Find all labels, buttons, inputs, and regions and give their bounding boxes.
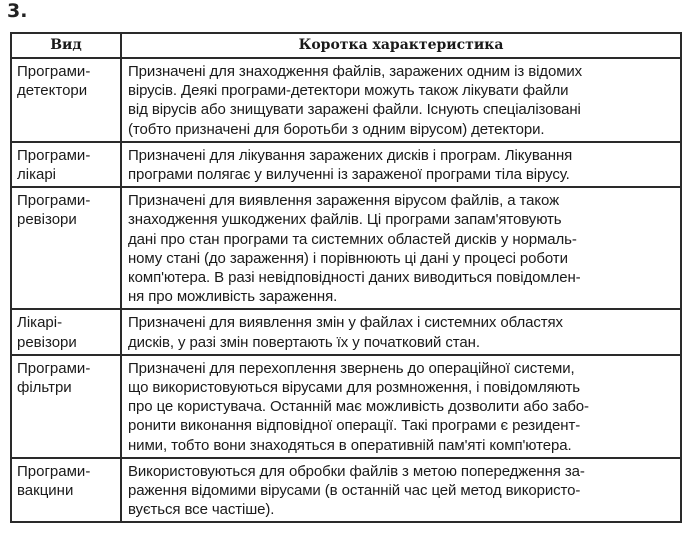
kind-cell: [11, 309, 121, 354]
description-line: дані про стан програми та системних областей дисків у нормаль-: [128, 230, 577, 248]
description-line: Використовуються для обробки файлів з метою попередження за-: [128, 462, 585, 480]
description-line: знаходження ушкоджених файлів. Ці програми запам'ятовують: [128, 211, 562, 229]
kind-line: ревізори: [17, 333, 77, 351]
description-line: програми полягає у вилученні із зараженої програми тіла вірусу.: [128, 166, 570, 184]
description-line: що використовуються вірусами для розмноження, і повідомляють: [128, 379, 580, 397]
table-row: [11, 355, 681, 458]
kind-cell: [11, 187, 121, 309]
header-row: [11, 33, 681, 58]
header-description: Коротка характеристика: [121, 33, 681, 58]
description-line: Призначені для виявлення змін у файлах і системних областях: [128, 314, 563, 332]
table-row: [11, 142, 681, 187]
description-line: ному стані (до зараження) і порівнюють ці дані у процесі роботи: [128, 249, 568, 267]
kind-cell: [11, 458, 121, 523]
description-line: вірусів. Деякі програми-детектори можуть також лікувати файли: [128, 82, 569, 100]
description-line: ня про можливість зараження.: [128, 288, 338, 306]
description-line: (тобто призначені для боротьби з одним вірусом) детектори.: [128, 120, 545, 138]
description-line: від вірусів або знищувати заражені файли. Існують спеціалізовані: [128, 101, 581, 119]
header-kind: Вид: [11, 33, 121, 58]
description-cell: [121, 458, 681, 523]
description-cell: [121, 309, 681, 354]
table-row: [11, 187, 681, 309]
table-row: [11, 309, 681, 354]
kind-cell: [11, 142, 121, 187]
kind-line: детектори: [17, 82, 88, 100]
task-number: 3.: [7, 0, 28, 22]
table-row: [11, 458, 681, 523]
table-row: [11, 58, 681, 142]
kind-line: Програми-: [17, 63, 91, 80]
kind-line: Лікарі-: [17, 314, 63, 332]
kind-cell: [11, 58, 121, 142]
description-line: дисків, у разі змін повертають їх у початковий стан.: [128, 333, 480, 351]
description-line: раження відомими вірусами (в останній час цей метод використо-: [128, 482, 581, 500]
kind-line: вакцини: [17, 482, 74, 500]
description-cell: [121, 187, 681, 309]
description-line: Призначені для виявлення зараження вірусом файлів, а також: [128, 192, 560, 210]
description-cell: [121, 355, 681, 458]
description-line: комп'ютера. В разі невідповідності даних виводиться повідомлен-: [128, 269, 581, 287]
kind-cell: [11, 355, 121, 458]
kind-line: ревізори: [17, 211, 77, 229]
kind-line: фільтри: [17, 379, 72, 397]
description-line: про це користувача. Останній має можливість дозволити або забо-: [128, 398, 589, 416]
description-line: Призначені для знаходження файлів, заражених одним із відомих: [128, 63, 583, 80]
antivirus-types-table: [10, 32, 682, 523]
description-line: ронити виконання відповідної операції. Такі програми є резидент-: [128, 417, 581, 435]
description-line: вується все частіше).: [128, 501, 275, 519]
kind-line: Програми-: [17, 359, 91, 377]
description-line: ними, тобто вони знаходяться в оперативній пам'яті комп'ютера.: [128, 436, 572, 454]
description-line: Призначені для перехоплення звернень до операційної системи,: [128, 359, 575, 377]
description-line: Призначені для лікування заражених дисків і програм. Лікування: [128, 146, 573, 164]
kind-line: Програми-: [17, 146, 91, 164]
kind-line: Програми-: [17, 462, 91, 480]
kind-line: лікарі: [17, 166, 56, 184]
description-cell: [121, 142, 681, 187]
kind-line: Програми-: [17, 192, 91, 210]
description-cell: [121, 58, 681, 142]
